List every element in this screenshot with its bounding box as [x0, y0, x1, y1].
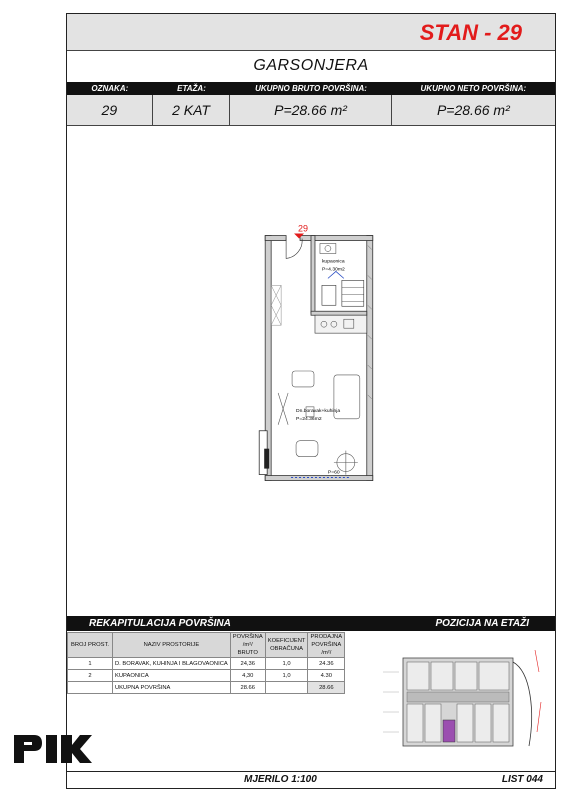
entrance-door: [286, 239, 302, 259]
toilet: [322, 285, 336, 305]
plan-walls: [265, 236, 373, 481]
col-broj: BROJ PROST.: [68, 633, 113, 658]
floor-plan: [67, 125, 555, 615]
floor-position-map: [363, 642, 548, 760]
summary-value-oznaka: 29: [67, 95, 153, 125]
summary-header-neto: UKUPNO NETO POVRŠINA:: [420, 84, 527, 93]
kitchen-counter: [315, 315, 367, 333]
col-naziv: NAZIV PROSTORIJE: [113, 633, 231, 658]
living-furniture: [278, 371, 360, 475]
summary-header-oznaka: OZNAKA:: [91, 84, 129, 93]
summary-value-row: [67, 95, 555, 126]
shower: [342, 280, 364, 306]
room1-name: kupaonica: [321, 259, 345, 265]
recap-header-row: [68, 633, 345, 658]
summary-header-bruto: UKUPNO BRUTO POVRŠINA:: [255, 84, 367, 93]
plan-note: P=60: [327, 470, 340, 476]
sink: [320, 244, 336, 254]
title-band: [67, 14, 555, 51]
recap-table: [67, 632, 345, 694]
unit-highlight: [443, 720, 455, 742]
room2-area: P=24.36m2: [296, 416, 322, 422]
radiator: [264, 449, 269, 469]
plan-unit-number: 29: [298, 223, 309, 234]
summary-value-etaza: 2 KAT: [153, 95, 231, 125]
position-title: POZICIJA NA ETAŽI: [435, 618, 529, 629]
wardrobe: [271, 285, 281, 325]
room2-name: Dn.boravak+kuhinja: [296, 408, 341, 414]
sheet-number: LIST 044: [501, 774, 543, 785]
table-row: 1 D. BORAVAK, KUHINJA I BLAGOVAONICA 24,36 1,0 24.36: [68, 658, 345, 670]
unit-title: STAN - 29: [419, 20, 522, 45]
footer: [67, 771, 555, 789]
pik-logo: [12, 733, 92, 765]
summary-value-bruto: P=28.66 m²: [230, 95, 391, 125]
summary-header-row: [67, 82, 555, 95]
col-koef: KOEFICIJENT OBRAČUNA: [265, 633, 308, 658]
total-row: UKUPNA POVRŠINA 28.66 28.66: [68, 682, 345, 694]
drawing-sheet: [66, 13, 556, 789]
col-prodajna: PRODAJNA POVRŠINA /m²/: [308, 633, 345, 658]
summary-value-neto: P=28.66 m²: [436, 102, 510, 118]
scale-label: MJERILO 1:100: [244, 774, 317, 785]
summary-header-etaza: ETAŽA:: [177, 84, 206, 93]
recap-title: REKAPITULACIJA POVRŠINA: [89, 618, 231, 629]
col-bruto: POVRŠINA /m²/ BRUTO: [230, 633, 265, 658]
table-row: 2 KUPAONICA 4,30 1,0 4.30: [68, 670, 345, 682]
room1-area: P=4.30m2: [321, 267, 345, 273]
unit-type: GARSONJERA: [67, 50, 555, 83]
recap-header: [67, 616, 555, 631]
